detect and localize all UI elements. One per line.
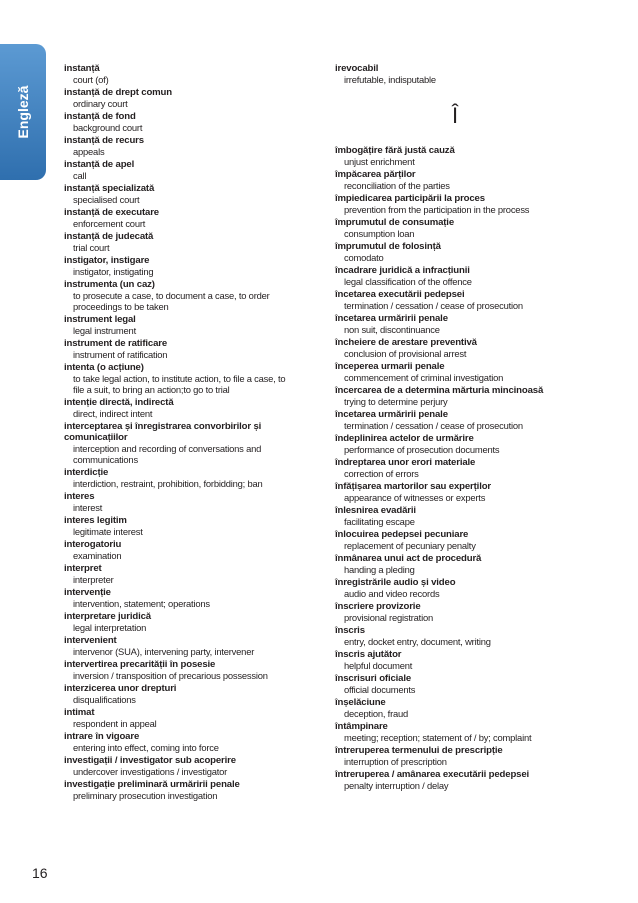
glossary-term: instrumenta (un caz): [64, 279, 155, 290]
glossary-definition: unjust enrichment: [344, 156, 415, 167]
glossary-term: interpretare juridică: [64, 611, 151, 622]
glossary-term: încetarea urmăririi penale: [335, 313, 448, 324]
glossary-entry: [335, 409, 575, 431]
glossary-entry: [64, 755, 296, 777]
glossary-column-right: [335, 63, 575, 793]
glossary-term: întreruperea / amânarea executării pedepsei: [335, 769, 530, 780]
glossary-entry: [335, 697, 575, 719]
glossary-term: investigație preliminară urmăririi penale: [64, 779, 240, 790]
glossary-term: instanță specializată: [64, 183, 155, 194]
glossary-term: instanță de executare: [64, 207, 159, 218]
glossary-definition: interdiction, restraint, prohibition, forbidding; ban: [73, 478, 263, 489]
section-letter-heading: Î: [451, 103, 459, 128]
glossary-definition: facilitating escape: [344, 516, 415, 527]
glossary-entry: [64, 779, 296, 801]
glossary-entry: [335, 361, 575, 383]
glossary-term: instigator, instigare: [64, 255, 150, 266]
glossary-term: instanță de recurs: [64, 135, 144, 146]
glossary-definition: instigator, instigating: [73, 266, 154, 277]
glossary-term: intervertirea precarității în posesie: [64, 659, 216, 670]
glossary-definition: performance of prosecution documents: [344, 444, 500, 455]
glossary-term: interes legitim: [64, 515, 127, 526]
glossary-definition: interest: [73, 502, 103, 513]
glossary-definition: reconciliation of the parties: [344, 180, 450, 191]
glossary-entry: [64, 183, 296, 205]
glossary-entry: [335, 601, 575, 623]
glossary-entry: [335, 745, 575, 767]
glossary-term: încetarea urmăririi penale: [335, 409, 448, 420]
glossary-entry: [335, 649, 575, 671]
glossary-entry: [335, 385, 575, 407]
glossary-definition: legal instrument: [73, 325, 136, 336]
glossary-entry: [64, 111, 296, 133]
glossary-definition: disqualifications: [73, 694, 136, 705]
glossary-entry: [335, 481, 575, 503]
glossary-definition: direct, indirect intent: [73, 408, 153, 419]
glossary-entry: [335, 457, 575, 479]
glossary-entry: [64, 362, 296, 395]
glossary-definition: termination / cessation / cease of prosecution: [344, 420, 523, 431]
glossary-entry: [64, 611, 296, 633]
glossary-term: înregistrările audio și video: [335, 577, 456, 588]
glossary-term: încercarea de a determina mărturia mincinoasă: [335, 385, 544, 396]
glossary-entry: [64, 539, 296, 561]
glossary-entry: [64, 397, 296, 419]
glossary-entry: [64, 255, 296, 277]
glossary-term: împrumutul de consumație: [335, 217, 455, 228]
glossary-entry: [64, 231, 296, 253]
glossary-term: irevocabil: [335, 63, 379, 74]
glossary-entry: [64, 467, 296, 489]
glossary-definition: non suit, discontinuance: [344, 324, 440, 335]
glossary-term: intimat: [64, 707, 95, 718]
glossary-entry: [64, 159, 296, 181]
language-side-tab: [0, 44, 46, 180]
glossary-term: înscriere provizorie: [335, 601, 421, 612]
glossary-definition: termination / cessation / cease of prosecution: [344, 300, 523, 311]
glossary-entry: [64, 63, 296, 85]
glossary-column-left: [64, 63, 296, 803]
glossary-definition: inversion / transposition of precarious possession: [73, 670, 268, 681]
glossary-definition: trial court: [73, 242, 110, 253]
glossary-term: îmbogățire fără justă cauză: [335, 145, 455, 156]
glossary-definition: preliminary prosecution investigation: [73, 790, 218, 801]
glossary-term: înscris: [335, 625, 365, 636]
glossary-definition: undercover investigations / investigator: [73, 766, 228, 777]
language-label: Engleză: [15, 85, 31, 139]
glossary-entry: [64, 731, 296, 753]
glossary-term: intenta (o acțiune): [64, 362, 144, 373]
glossary-entry: [64, 563, 296, 585]
glossary-term: încetarea executării pedepsei: [335, 289, 465, 300]
glossary-entry: [64, 135, 296, 157]
glossary-entry: [64, 635, 296, 657]
glossary-term: împiedicarea participării la proces: [335, 193, 485, 204]
glossary-term: instanță de drept comun: [64, 87, 172, 98]
glossary-definition: interception and recording of conversations and communications: [73, 443, 262, 465]
glossary-definition: prevention from the participation in the process: [344, 204, 530, 215]
glossary-entry: [335, 433, 575, 455]
glossary-definition: official documents: [344, 684, 416, 695]
glossary-entry: [335, 313, 575, 335]
glossary-term: interzicerea unor drepturi: [64, 683, 177, 694]
glossary-definition: interruption of prescription: [344, 756, 447, 767]
glossary-entry: [64, 491, 296, 513]
glossary-term: înlocuirea pedepsei pecuniare: [335, 529, 469, 540]
glossary-definition: correction of errors: [344, 468, 419, 479]
glossary-entry: [335, 505, 575, 527]
glossary-term: întâmpinare: [335, 721, 388, 732]
glossary-definition: meeting; reception; statement of / by; complaint: [344, 732, 532, 743]
glossary-term: interceptarea și înregistrarea convorbirilor și comunicațiilor: [64, 421, 262, 443]
glossary-entry: [64, 87, 296, 109]
glossary-definition: conclusion of provisional arrest: [344, 348, 467, 359]
glossary-term: începerea urmarii penale: [335, 361, 445, 372]
glossary-definition: appeals: [73, 146, 105, 157]
glossary-term: investigații / investigator sub acoperire: [64, 755, 236, 766]
glossary-term: intervenție: [64, 587, 111, 598]
glossary-section-i-circumflex: [335, 145, 575, 791]
glossary-entry: [335, 217, 575, 239]
glossary-definition: commencement of criminal investigation: [344, 372, 504, 383]
glossary-entry: [64, 515, 296, 537]
glossary-definition: interpreter: [73, 574, 114, 585]
glossary-entry: [335, 625, 575, 647]
glossary-entry: [335, 673, 575, 695]
glossary-definition: appearance of witnesses or experts: [344, 492, 486, 503]
glossary-entry: [335, 553, 575, 575]
glossary-entry: [335, 193, 575, 215]
glossary-entry: [335, 577, 575, 599]
glossary-entry: [64, 207, 296, 229]
glossary-term: interdicție: [64, 467, 109, 478]
glossary-term: înlesnirea evadării: [335, 505, 416, 516]
glossary-section-i: [335, 63, 575, 85]
glossary-entry: [335, 265, 575, 287]
glossary-entry: [335, 145, 575, 167]
glossary-definition: handing a pleding: [344, 564, 415, 575]
glossary-entry: [64, 683, 296, 705]
glossary-term: înmânarea unui act de procedură: [335, 553, 482, 564]
glossary-term: instanță: [64, 63, 100, 74]
glossary-term: instrument de ratificare: [64, 338, 168, 349]
glossary-definition: deception, fraud: [344, 708, 409, 719]
page-number: 16: [32, 865, 48, 881]
glossary-entry: [335, 529, 575, 551]
glossary-entry: [64, 659, 296, 681]
glossary-entry: [64, 279, 296, 312]
glossary-term: intenție directă, indirectă: [64, 397, 174, 408]
glossary-definition: instrument of ratification: [73, 349, 168, 360]
glossary-entry: [64, 707, 296, 729]
glossary-definition: court (of): [73, 74, 109, 85]
glossary-definition: consumption loan: [344, 228, 415, 239]
glossary-definition: specialised court: [73, 194, 140, 205]
glossary-definition: replacement of pecuniary penalty: [344, 540, 476, 551]
glossary-definition: trying to determine perjury: [344, 396, 448, 407]
glossary-entry: [335, 63, 575, 85]
glossary-term: înfățișarea martorilor sau experților: [335, 481, 492, 492]
glossary-term: îndreptarea unor erori materiale: [335, 457, 476, 468]
glossary-term: intervenient: [64, 635, 117, 646]
glossary-term: întreruperea termenului de prescripție: [335, 745, 503, 756]
glossary-term: împrumutul de folosință: [335, 241, 441, 252]
glossary-entry: [64, 338, 296, 360]
glossary-definition: entry, docket entry, document, writing: [344, 636, 491, 647]
glossary-term: interes: [64, 491, 95, 502]
glossary-entry: [335, 721, 575, 743]
glossary-definition: penalty interruption / delay: [344, 780, 449, 791]
glossary-term: instanță de apel: [64, 159, 135, 170]
glossary-definition: entering into effect, coming into force: [73, 742, 219, 753]
glossary-term: îndeplinirea actelor de urmărire: [335, 433, 474, 444]
glossary-entry: [335, 769, 575, 791]
glossary-entry: [335, 241, 575, 263]
glossary-term: instanță de judecată: [64, 231, 154, 242]
glossary-definition: intervention, statement; operations: [73, 598, 210, 609]
glossary-definition: legal classification of the offence: [344, 276, 472, 287]
glossary-term: înscris ajutător: [335, 649, 402, 660]
glossary-definition: irrefutable, indisputable: [344, 74, 436, 85]
glossary-term: încadrare juridică a infracțiunii: [335, 265, 470, 276]
glossary-entry: [64, 314, 296, 336]
glossary-term: instanță de fond: [64, 111, 136, 122]
glossary-term: înșelăciune: [335, 697, 386, 708]
glossary-definition: comodato: [344, 252, 384, 263]
glossary-definition: to prosecute a case, to document a case, to order proceedings to be taken: [73, 290, 270, 312]
glossary-definition: provisional registration: [344, 612, 433, 623]
glossary-term: încheiere de arestare preventivă: [335, 337, 477, 348]
glossary-entry: [335, 289, 575, 311]
glossary-definition: legal interpretation: [73, 622, 147, 633]
glossary-term: înscrisuri oficiale: [335, 673, 412, 684]
glossary-definition: helpful document: [344, 660, 413, 671]
glossary-definition: respondent in appeal: [73, 718, 157, 729]
glossary-definition: intervenor (SUA), intervening party, intervener: [73, 646, 255, 657]
glossary-definition: enforcement court: [73, 218, 146, 229]
glossary-entry: [335, 337, 575, 359]
glossary-term: intrare în vigoare: [64, 731, 140, 742]
glossary-entry: [64, 421, 296, 465]
glossary-entry: [64, 587, 296, 609]
glossary-definition: call: [73, 170, 87, 181]
glossary-definition: examination: [73, 550, 122, 561]
glossary-term: împăcarea părților: [335, 169, 416, 180]
glossary-definition: legitimate interest: [73, 526, 143, 537]
glossary-term: interpret: [64, 563, 102, 574]
glossary-definition: ordinary court: [73, 98, 128, 109]
glossary-definition: background court: [73, 122, 143, 133]
glossary-entry: [335, 169, 575, 191]
glossary-term: instrument legal: [64, 314, 136, 325]
glossary-term: interogatoriu: [64, 539, 122, 550]
glossary-definition: to take legal action, to institute action, to file a case, to file a suit, to bring an action;to go to trial: [73, 373, 286, 395]
glossary-definition: audio and video records: [344, 588, 440, 599]
